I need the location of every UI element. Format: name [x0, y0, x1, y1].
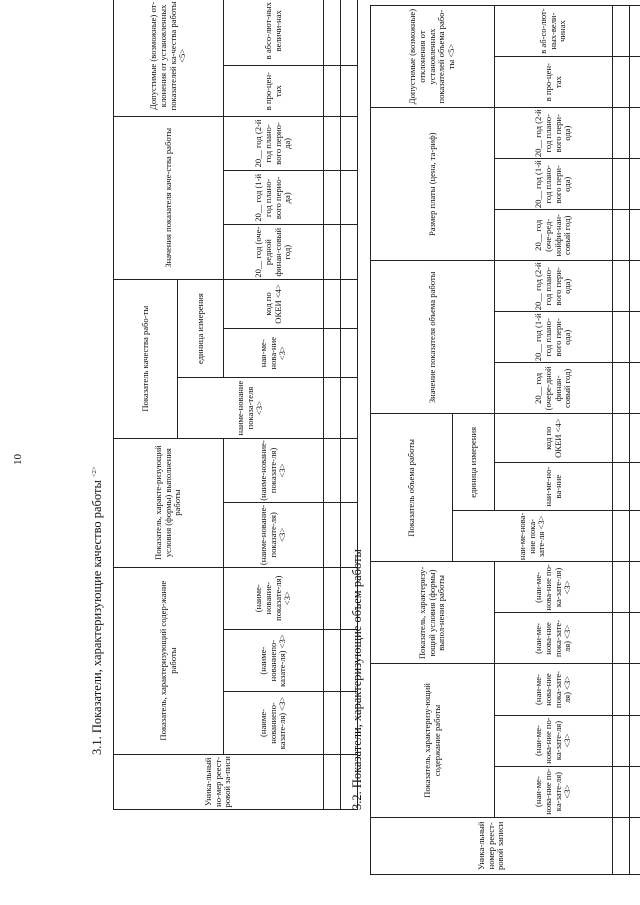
v-value-year-2: 20__ год (1-й год плано-вого пери-ода)	[495, 312, 613, 363]
q-deviation-percent: в про-цен-тах	[224, 66, 324, 116]
v-unit-group-header: единица измерения	[453, 414, 495, 511]
q-deviation-group-header: Допустимые (возможные) от-клонения от установленных показателей ка-чества работы <5>	[114, 0, 224, 116]
q-empty-row	[324, 0, 341, 810]
v-conditions-sub-2: (наи-ме-нова-ние по-ка-зате-ля) <3>	[495, 562, 613, 613]
v-deviation-percent: в про-цен-тах	[495, 57, 613, 108]
v-empty-row	[630, 6, 640, 875]
v-price-year-2: 20__ год (1-й год плано-вого пери-ода)	[495, 159, 613, 210]
quality-table	[113, 0, 358, 810]
q-unique-number-header: Уника-льный но-мер реест-ровой за-писи	[114, 754, 324, 809]
v-price-year-3: 20__ год (2-й год плано-вого пери-ода)	[495, 108, 613, 159]
v-price-group-header: Размер платы (цена, та-риф)	[371, 108, 495, 261]
v-volume-name-header: наи-ме-нова-ние пока-зате-ля <3>	[453, 511, 613, 562]
q-conditions-sub-2: (наиме-нование-показате-ля) <3>	[224, 438, 324, 502]
q-content-sub-1: (наиме-нованиепо-казате-ля) <3>	[224, 692, 324, 754]
v-content-sub-2: (наи-ме-нова-ние по-ка-зате-ля) <3>	[495, 715, 613, 766]
v-empty-row	[613, 6, 630, 875]
q-content-sub-2: (наиме-нованиепо-казате-ля) <3>	[224, 629, 324, 691]
q-value-year-1: 20__ год (оче-редной финан-совый год)	[224, 225, 324, 279]
section1-title-note: <2>	[90, 466, 98, 477]
q-unit-group-header: единица измерения	[178, 279, 224, 378]
v-price-year-1: 20__ год (оче-ред-нойфи-нан-совый год)	[495, 210, 613, 261]
v-value-year-1: 20__ год (очере-дной финан-совый год)	[495, 363, 613, 414]
v-content-group-header: Показатель, характеризу-ющий содержание работы	[371, 664, 495, 817]
v-value-year-3: 20__ год (2-й год плано-вого пери-ода)	[495, 261, 613, 312]
v-unit-code-header: код по ОКЕИ <4>	[495, 414, 613, 463]
page-number: 10	[12, 454, 24, 465]
q-value-year-3: 20__ год (2-й год плано-вого перио-да)	[224, 116, 324, 170]
v-deviation-group-header: Допустимые (возможные) отклонения от установленных показателей объема рабо-ты <5>	[371, 6, 495, 108]
q-quality-name-header: наиме-нование показа-теля <3>	[178, 378, 324, 438]
q-quality-group-header: Показатель качества рабо-ты	[114, 279, 178, 438]
section2-title: 3.2. Показатели, характеризующие объем работы	[350, 549, 364, 810]
v-content-sub-3: (наи-ме-нова-ние пока-зате-ля) <3>	[495, 664, 613, 715]
v-values-group-header: Значение показателя объема работы	[371, 261, 495, 414]
v-content-sub-1: (наи-ме-нова-ние по-ка-зате-ля) <3>	[495, 766, 613, 817]
v-conditions-sub-1: (наи-ме-нова-ние пока-зате-ля) <3>	[495, 613, 613, 664]
q-content-group-header: Показатель, характеризующий содер-жание работы	[114, 567, 224, 754]
v-unique-number-header: Уника-льный номер реест-ровой записи	[371, 817, 613, 874]
v-conditions-group-header: Показатель, характеризу-ющий условия (формы) выпол-нения работы	[371, 562, 495, 664]
q-value-year-2: 20__ год (1-й год плано-вого перио-да)	[224, 171, 324, 225]
q-conditions-group-header: Показатель, характе-ризующий условия (формы) выполнения работы	[114, 438, 224, 567]
q-content-sub-3: (наиме-нование-показате-ля) <3>	[224, 567, 324, 629]
volume-table	[370, 5, 640, 875]
v-volume-group-header: Показатель объема работы	[371, 414, 453, 562]
q-unit-code-header: код по ОКЕИ <4>	[224, 279, 324, 328]
section1-title	[90, 466, 105, 755]
q-deviation-absolute: в абсо-лют-ных величи-нах	[224, 0, 324, 66]
q-conditions-sub-1: (наиме-нование-показате-ля) <3>	[224, 503, 324, 567]
q-unit-name-header: наи-ме-нова-ние <3>	[224, 329, 324, 378]
q-values-group-header: Значения показателя каче-ства работы	[114, 116, 224, 279]
v-unit-name-header: наи-ме-но-ва-ние	[495, 462, 613, 510]
v-deviation-absolute: в аб-со-лют-ных-вели-чинах	[495, 6, 613, 57]
section1-title-text: 3.1. Показатели, характеризующие качество работы	[90, 480, 104, 755]
